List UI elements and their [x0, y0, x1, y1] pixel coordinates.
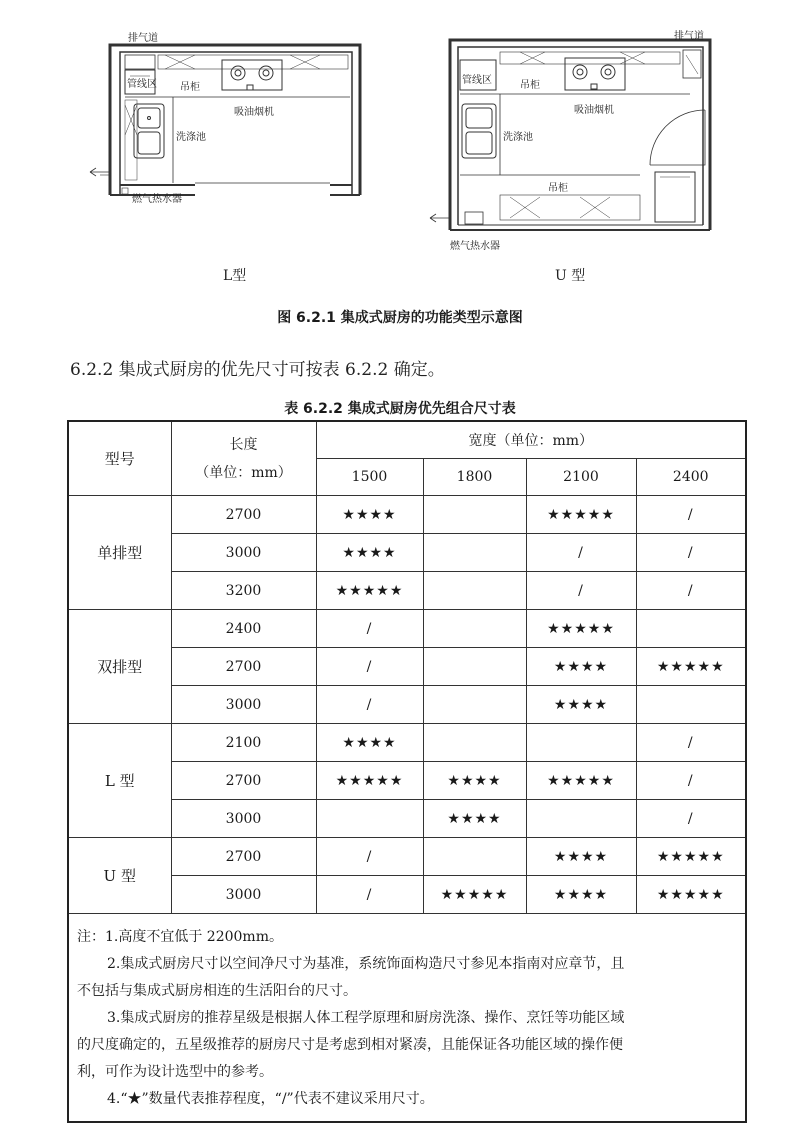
note-line: 的尺度确定的，五星级推荐的厨房尺寸是考虑到相对紧凑，且能保证各功能区域的操作便 — [77, 1037, 623, 1053]
note-line: 2.集成式厨房尺寸以空间净尺寸为基准，系统饰面构造尺寸参见本指南对应章节，且 — [107, 956, 625, 972]
rating-cell: ★★★★ — [526, 686, 636, 724]
table-row — [68, 838, 746, 876]
rating-cell: ★★★★★ — [526, 762, 636, 800]
length-cell: 3000 — [171, 800, 316, 838]
header-length-unit: （单位：mm） — [195, 464, 292, 481]
length-cell: 2100 — [171, 724, 316, 762]
note-line: 4.“★”数量代表推荐程度，“/”代表不建议采用尺寸。 — [107, 1091, 434, 1107]
length-cell: 2400 — [171, 610, 316, 648]
type-cell: L 型 — [68, 724, 171, 838]
kitchen-layout-figure — [0, 0, 800, 300]
sink-label-left: 洗涤池 — [176, 132, 206, 143]
rating-cell — [423, 610, 526, 648]
rating-cell: ★★★★★ — [423, 876, 526, 914]
l-type-label: L型 — [223, 268, 247, 284]
rating-cell — [423, 686, 526, 724]
note-line: 利，可作为设计选型中的参考。 — [77, 1064, 273, 1080]
rating-cell: / — [316, 838, 423, 876]
wall-cabinet-label-left: 吊柜 — [180, 82, 200, 93]
type-cell: U 型 — [68, 838, 171, 914]
table-title: 表 6.2.2 集成式厨房优先组合尺寸表 — [284, 401, 516, 417]
rating-cell: ★★★★ — [526, 648, 636, 686]
type-cell: 双排型 — [68, 610, 171, 724]
rating-cell: ★★★★★ — [636, 648, 746, 686]
length-cell: 3000 — [171, 534, 316, 572]
header-width-1800: 1800 — [423, 459, 526, 496]
note-line: 不包括与集成式厨房相连的生活阳台的尺寸。 — [77, 983, 357, 999]
rating-cell — [636, 610, 746, 648]
rating-cell — [316, 800, 423, 838]
table-row — [68, 724, 746, 762]
range-hood-label-left: 吸油烟机 — [234, 107, 274, 118]
rating-cell: ★★★★ — [423, 800, 526, 838]
rating-cell — [636, 686, 746, 724]
rating-cell — [526, 800, 636, 838]
length-cell: 2700 — [171, 648, 316, 686]
length-cell: 2700 — [171, 838, 316, 876]
notes-row — [68, 914, 746, 1123]
note-line: 3.集成式厨房的推荐星级是根据人体工程学原理和厨房洗涤、操作、烹饪等功能区域 — [107, 1010, 625, 1026]
rating-cell — [423, 648, 526, 686]
rating-cell: ★★★★ — [526, 838, 636, 876]
rating-cell: / — [636, 800, 746, 838]
length-cell: 2700 — [171, 762, 316, 800]
rating-cell: / — [316, 610, 423, 648]
pipe-area-label-right: 管线区 — [462, 75, 492, 86]
rating-cell: / — [316, 876, 423, 914]
wall-cabinet-top-label-right: 吊柜 — [520, 80, 540, 91]
header-length-label: 长度 — [229, 436, 258, 453]
rating-cell: ★★★★ — [423, 762, 526, 800]
rating-cell: / — [636, 534, 746, 572]
header-type: 型号 — [68, 421, 171, 496]
rating-cell: ★★★★ — [316, 724, 423, 762]
wall-cabinet-bottom-label-right: 吊柜 — [548, 183, 568, 194]
rating-cell — [423, 724, 526, 762]
rating-cell: ★★★★★ — [316, 572, 423, 610]
rating-cell: ★★★★★ — [526, 610, 636, 648]
rating-cell: / — [316, 648, 423, 686]
rating-cell: / — [636, 572, 746, 610]
rating-cell: ★★★★ — [526, 876, 636, 914]
length-cell: 3000 — [171, 686, 316, 724]
pipe-area-label-left: 管线区 — [127, 79, 157, 90]
rating-cell — [423, 572, 526, 610]
rating-cell: / — [316, 686, 423, 724]
length-cell: 3200 — [171, 572, 316, 610]
table-row — [68, 610, 746, 648]
l-type-diagram — [90, 45, 360, 195]
length-cell: 3000 — [171, 876, 316, 914]
water-heater-label-left: 燃气热水器 — [132, 194, 182, 205]
rating-cell: / — [636, 496, 746, 534]
figure-caption: 图 6.2.1 集成式厨房的功能类型示意图 — [277, 310, 523, 326]
section-paragraph: 6.2.2 集成式厨房的优先尺寸可按表 6.2.2 确定。 — [70, 360, 445, 380]
rating-cell: / — [526, 572, 636, 610]
table-notes — [68, 914, 746, 1123]
header-width: 宽度（单位：mm） — [316, 421, 746, 459]
rating-cell — [423, 496, 526, 534]
rating-cell: / — [636, 724, 746, 762]
rating-cell: / — [636, 762, 746, 800]
rating-cell — [423, 534, 526, 572]
exhaust-label-right: 排气道 — [674, 31, 704, 42]
rating-cell: ★★★★★ — [526, 496, 636, 534]
header-width-2400: 2400 — [636, 459, 746, 496]
length-cell: 2700 — [171, 496, 316, 534]
rating-cell: ★★★★★ — [636, 876, 746, 914]
header-length — [171, 421, 316, 496]
kitchen-size-table — [67, 420, 747, 1123]
header-width-1500: 1500 — [316, 459, 423, 496]
rating-cell: ★★★★ — [316, 496, 423, 534]
range-hood-label-right: 吸油烟机 — [574, 105, 614, 116]
u-type-label: U 型 — [555, 268, 586, 284]
exhaust-label-left: 排气道 — [128, 33, 158, 44]
note-line: 注：1.高度不宜低于 2200mm。 — [77, 929, 283, 945]
type-cell: 单排型 — [68, 496, 171, 610]
table-row — [68, 496, 746, 534]
rating-cell: ★★★★★ — [636, 838, 746, 876]
rating-cell — [526, 724, 636, 762]
rating-cell: ★★★★★ — [316, 762, 423, 800]
rating-cell: / — [526, 534, 636, 572]
rating-cell — [423, 838, 526, 876]
header-width-2100: 2100 — [526, 459, 636, 496]
sink-label-right: 洗涤池 — [503, 132, 533, 143]
rating-cell: ★★★★ — [316, 534, 423, 572]
water-heater-label-right: 燃气热水器 — [450, 241, 500, 252]
u-type-diagram — [430, 40, 710, 230]
kitchen-diagrams-svg — [0, 0, 800, 300]
